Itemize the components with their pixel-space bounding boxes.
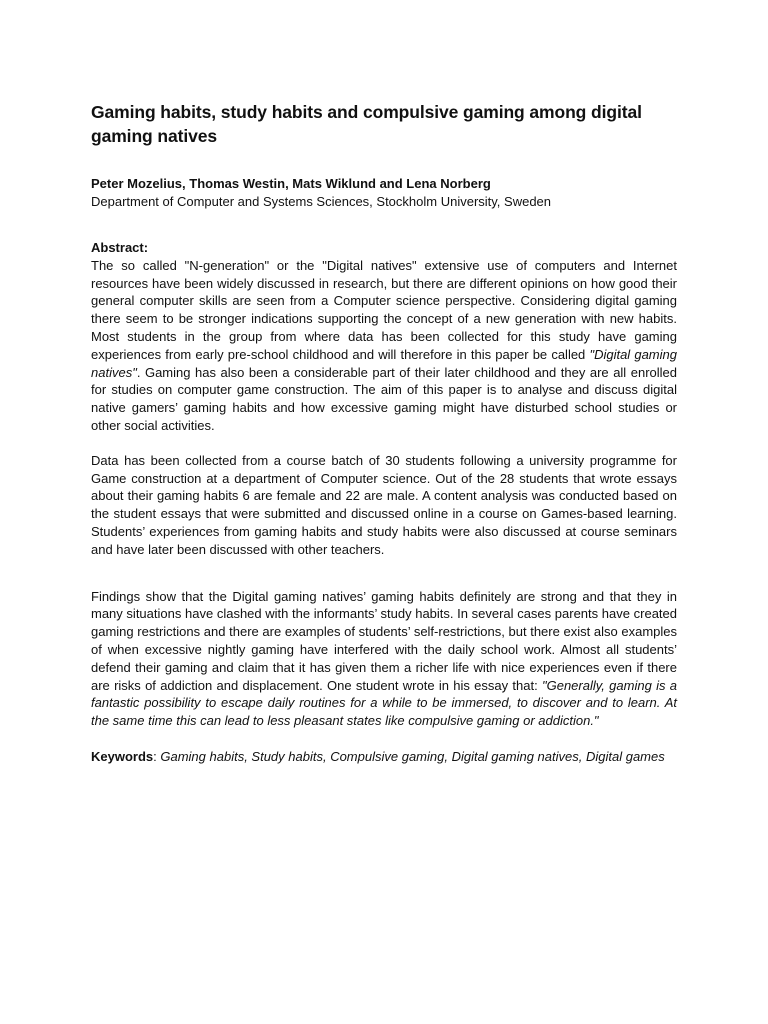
abstract-p3-quote: "Generally, gaming is a fantastic possibility to escape daily routines for a while to be immersed, to discover and to learn. At the same time this can lead to less pleasant states like compulsive gaming or addiction." — [91, 677, 677, 729]
abstract-paragraph-1 — [91, 257, 677, 435]
abstract-p3-text-a: Findings show that the Digital gaming natives’ gaming habits definitely are strong and that they in many situations have clashed with the informants’ study habits. In several cases parents have created gaming restrictions and there are examples of students’ self-restrictions, but there exist also examples of when excessive nightly gaming have interfered with the daily school work. Almost all students’ defend their gaming and claim that it has given them a richer life with nice experiences even if there are risks of addiction and displacement. One student wrote in his essay that: — [91, 588, 677, 693]
abstract-paragraph-2: Data has been collected from a course batch of 30 students following a university programme for Game construction at a department of Computer science. Out of the 28 students that wrote essays about their gaming habits 6 are female and 22 are male. A content analysis was conducted based on the student essays that were submitted and discussed online in a course on Games-based learning. Students’ experiences from gaming habits and study habits were also discussed at course seminars and have later been discussed with other teachers. — [91, 452, 677, 557]
abstract-p1-emphasis: "Digital gaming natives" — [91, 346, 677, 380]
keywords-separator: : — [153, 748, 161, 764]
author-list: Peter Mozelius, Thomas Westin, Mats Wiklund and Lena Norberg — [91, 176, 491, 191]
keywords — [91, 748, 677, 766]
paper-title: Gaming habits, study habits and compulsive gaming among digital gaming natives — [91, 102, 642, 146]
affiliation: Department of Computer and Systems Sciences, Stockholm University, Sweden — [91, 194, 552, 209]
abstract-p1-text-a: The so called "N-generation" or the "Digital natives" extensive use of computers and Internet resources have been widely discussed in research, but there are different opinions on how good their general computer skills are seen from a Computer science perspective. Considering digital gaming there seem to be stronger indications supporting the concept of a new generation with new habits. Most students in the group from where data has been collected for this study have gaming experiences from early pre-school childhood and will therefore in this paper be called — [91, 257, 677, 362]
abstract-p1-text-b: . Gaming has also been a considerable part of their later childhood and they are all enrolled for studies on computer game construction. The aim of this paper is to analyse and discuss digital native gamers’ gaming habits and how excessive gaming might have disturbed school studies or other social activities. — [91, 364, 677, 433]
keywords-label: Keywords — [91, 748, 154, 764]
abstract-heading: Abstract: — [91, 240, 149, 255]
abstract-paragraph-3 — [91, 588, 677, 730]
paper-page — [91, 100, 677, 766]
keywords-list: Gaming habits, Study habits, Compulsive gaming, Digital gaming natives, Digital games — [160, 748, 665, 764]
